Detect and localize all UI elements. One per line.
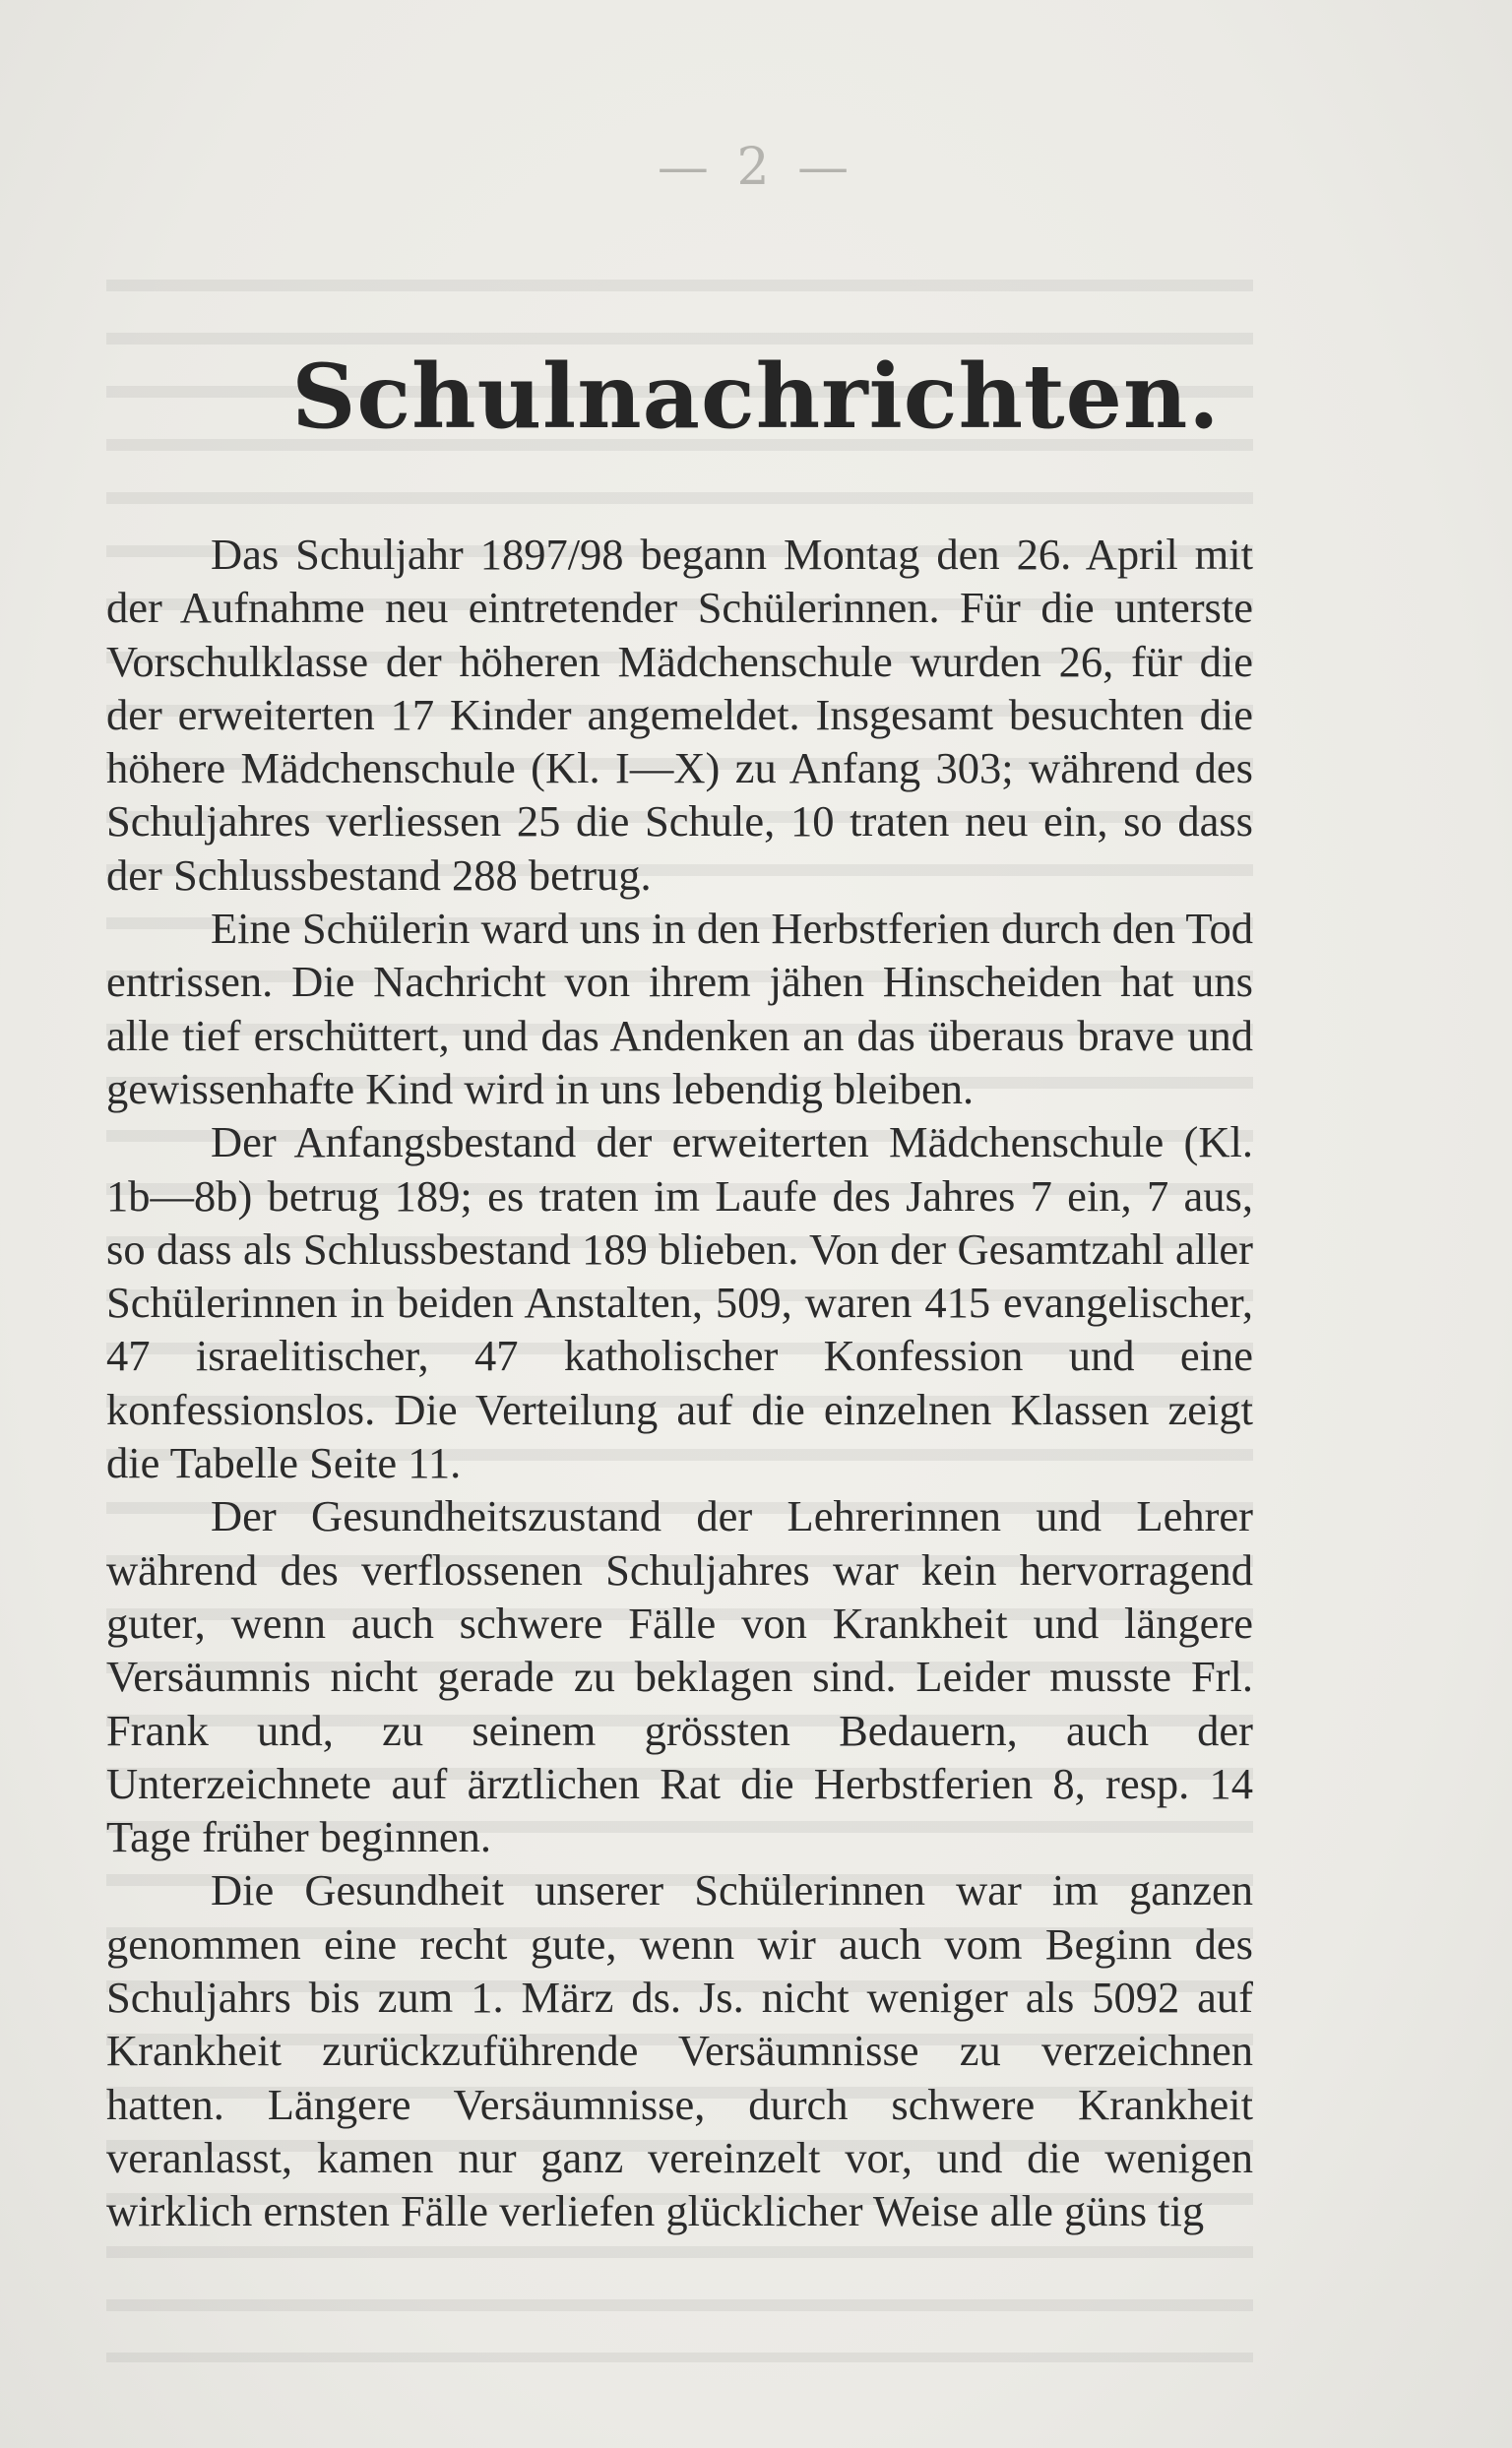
paragraph-death-notice: Eine Schülerin ward uns in den Herbstferien durch den Tod entrissen. Die Nachricht von ihrem jähen Hinscheiden hat uns alle tief erschüttert, und das Andenken an das überaus brave und gewissenhafte Kind wird in uns lebendig bleiben. — [106, 904, 1253, 1113]
body-text — [106, 528, 1253, 2238]
paragraph-enrollment: Das Schuljahr 1897/98 begann Montag den 26. April mit der Aufnahme neu eintretender Schülerinnen. Für die unterste Vorschulklasse der höheren Mädchenschule wurden 26, für die der erweiterten 17 Kinder angemeldet. Insgesamt besuchten die höhere Mädchenschule (Kl. I—X) zu Anfang 303; während des Schuljahres verliessen 25 die Schule, 10 traten neu ein, so dass der Schlussbestand 288 betrug. — [106, 530, 1253, 900]
page-number: — 2 — — [657, 138, 855, 197]
paragraph-student-health: Die Gesundheit unserer Schülerinnen war im ganzen genommen eine recht gute, wenn wir auch vom Beginn des Schuljahrs bis zum 1. März ds. Js. nicht weniger als 5092 auf Krankheit zurückzuführende Versäumnisse zu verzeichnen hatten. Längere Versäumnisse, durch schwere Krankheit veranlasst, kamen nur ganz vereinzelt vor, und die wenigen wirklich ernsten Fälle verliefen glücklicher Weise alle güns tig — [106, 1865, 1253, 2236]
paragraph-teacher-health: Der Gesundheitszustand der Lehrerinnen und Lehrer während des verflossenen Schuljahres war kein hervorragend guter, wenn auch schwere Fälle von Krankheit und längere Versäumnis nicht gerade zu beklagen sind. Leider musste Frl. Frank und, zu seinem grössten Bedauern, auch der Unterzeichnete auf ärztlichen Rat die Herbstferien 8, resp. 14 Tage früher beginnen. — [106, 1491, 1253, 1862]
page-title: Schulnachrichten. — [291, 345, 1221, 449]
paragraph-extended-school: Der Anfangsbestand der erweiterten Mädchenschule (Kl. 1b—8b) betrug 189; es traten im Laufe des Jahres 7 ein, 7 aus, so dass als Schlussbestand 189 blieben. Von der Gesamtzahl aller Schülerinnen in beiden Anstalten, 509, waren 415 evangelischer, 47 israelitischer, 47 katholischer Konfession und eine konfessionslos. Die Verteilung auf die einzelnen Klassen zeigt die Tabelle Seite 11. — [106, 1117, 1253, 1488]
